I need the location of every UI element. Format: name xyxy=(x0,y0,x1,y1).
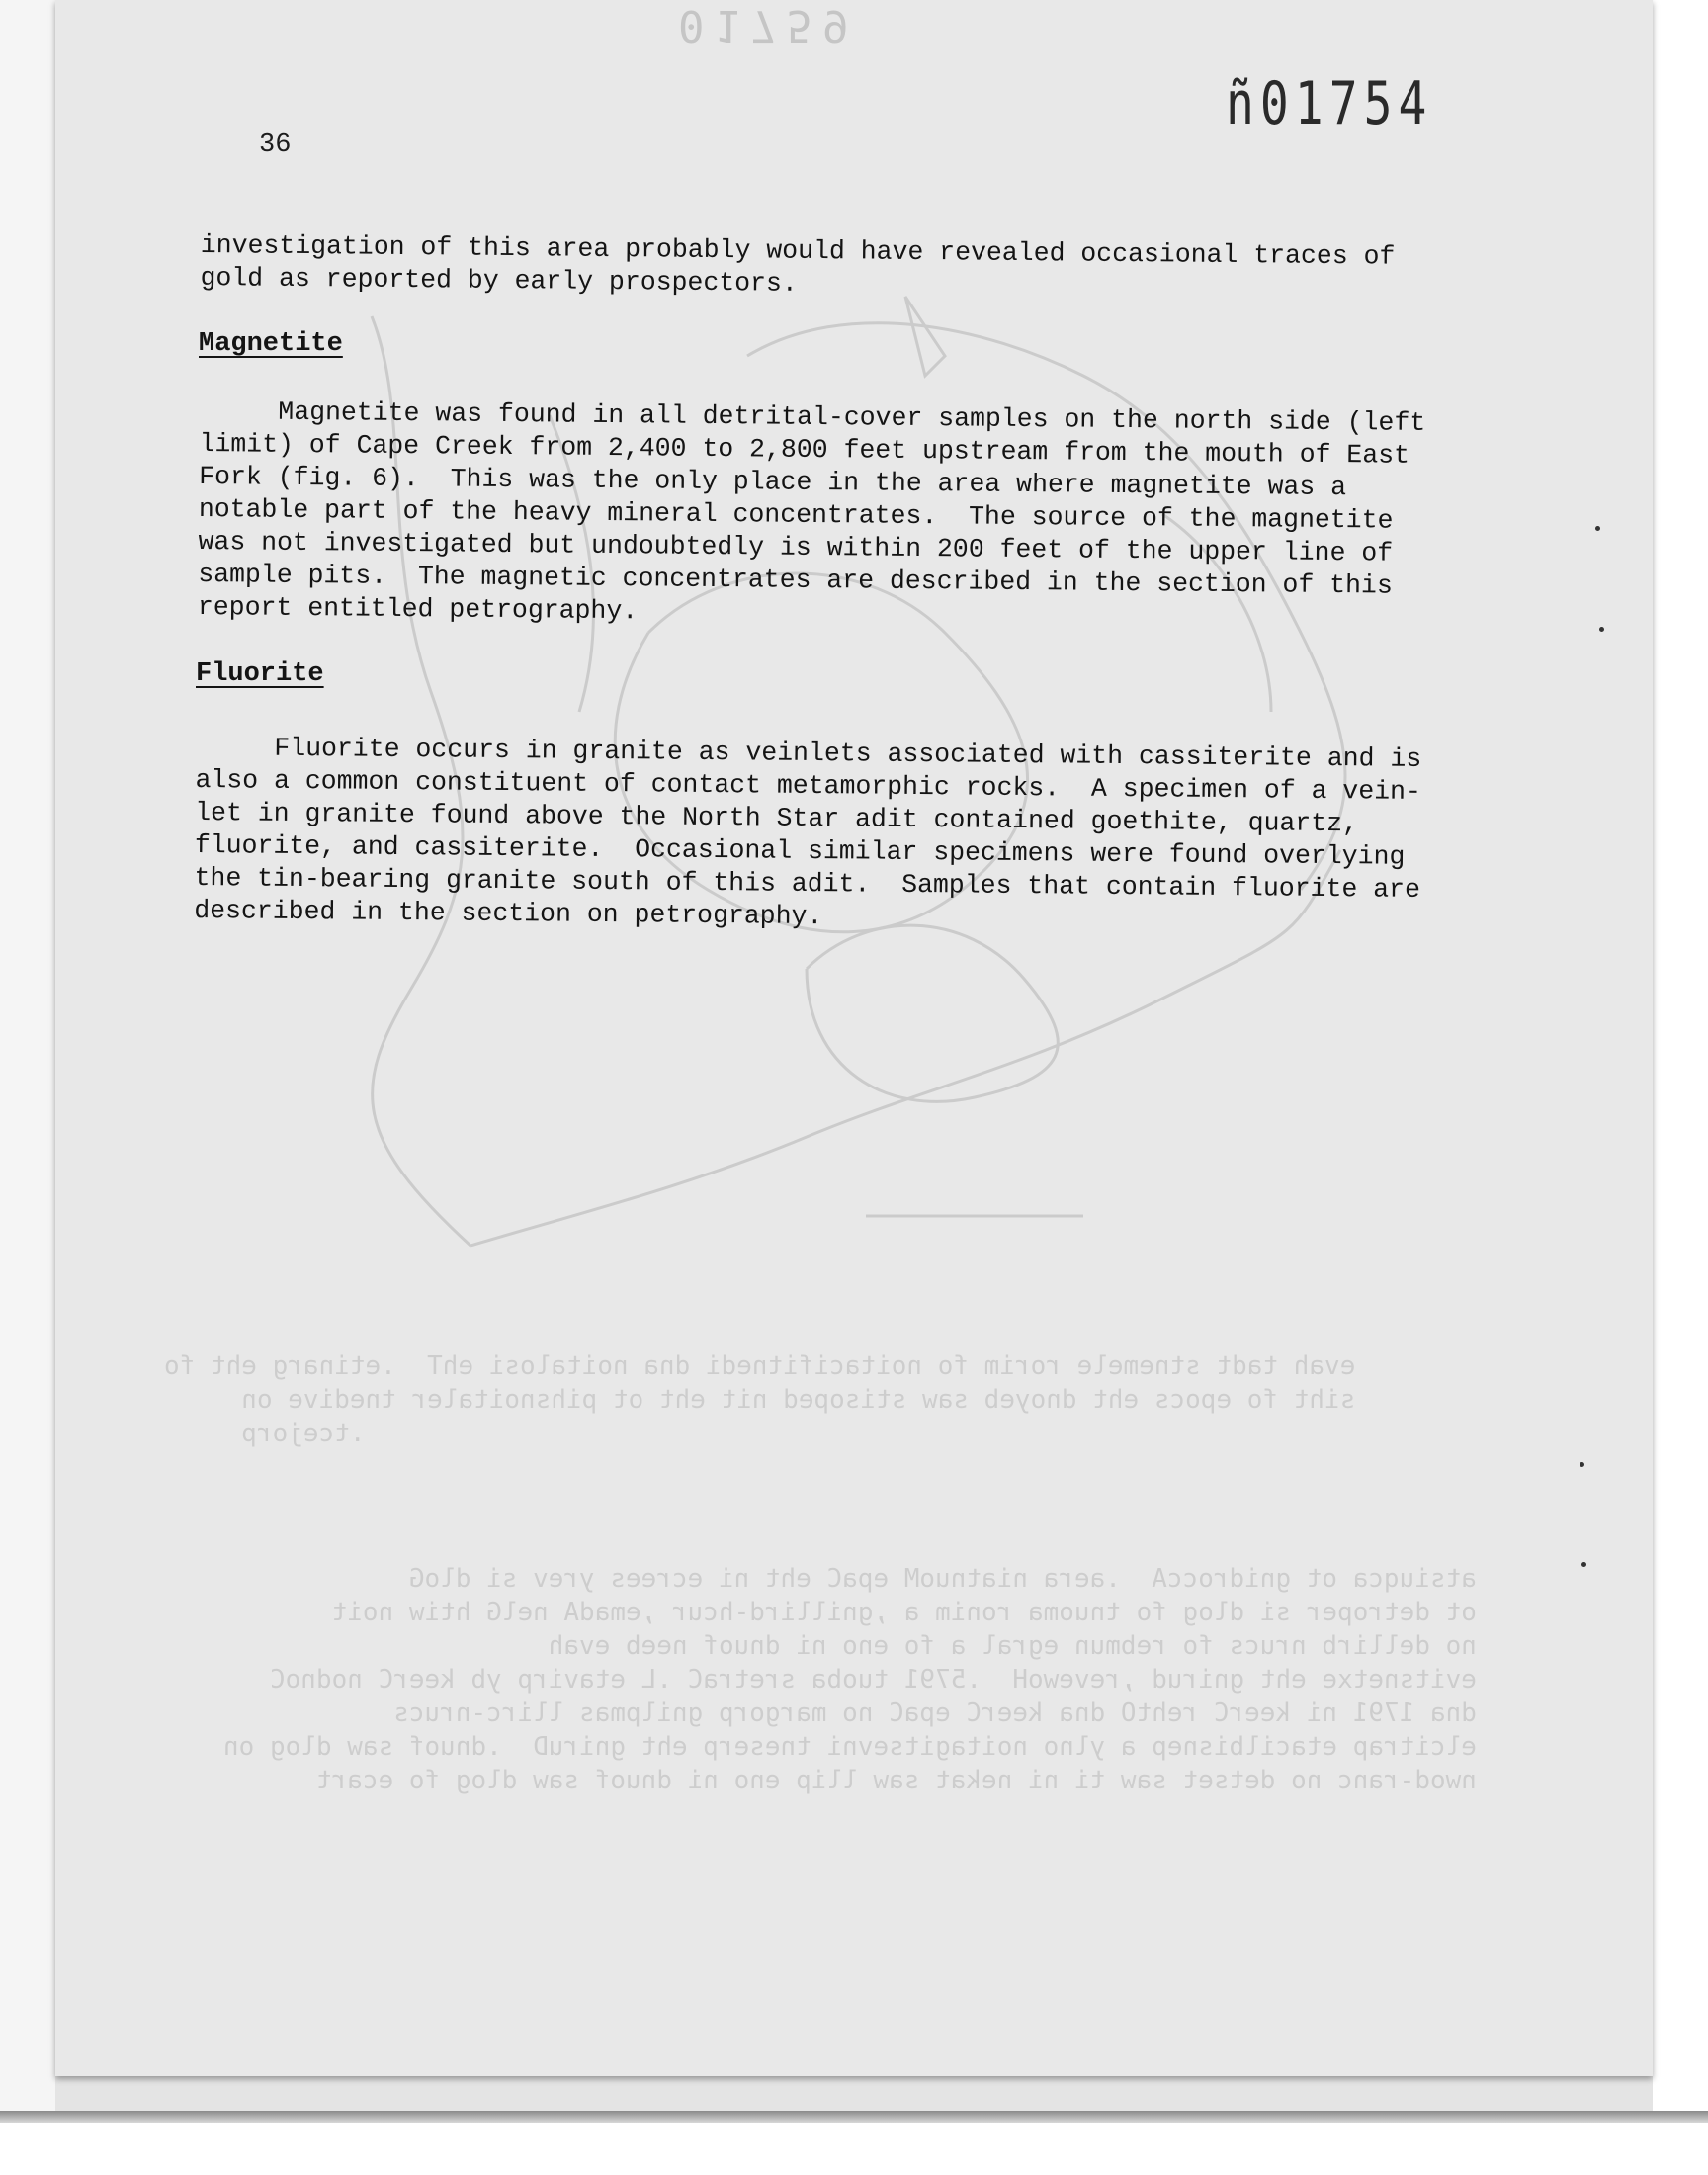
scanner-margin-left xyxy=(0,0,55,2121)
fluorite-heading: Fluorite xyxy=(196,659,324,689)
dust-speck xyxy=(1595,526,1600,531)
document-page xyxy=(55,0,1653,2076)
ghost-stamp-number: 01759 xyxy=(678,0,859,50)
dust-speck xyxy=(1581,1562,1586,1567)
dust-speck xyxy=(1599,627,1604,632)
fluorite-paragraph: Fluorite occurs in granite as veinlets associated with cassiterite and is also a common constituent of contact metamorphic rocks. A specimen of a vein- let in granite found above the North Star adit contained goethite, quartz, fluorite, and cassiterite. Occasional similar specimens were found overlying the tin-bearing granite south of this adit. Samples that contain fluorite are described in the section on petrography. xyxy=(194,732,1422,932)
page-number: 36 xyxy=(259,130,292,160)
stamped-document-number: ñ01754 xyxy=(1226,69,1433,138)
intro-paragraph: investigation of this area probably would have revealed occasional traces of gold as reported by early prospectors. xyxy=(200,229,1396,299)
magnetite-paragraph: Magnetite was found in all detrital-cover samples on the north side (left limit) of Cape Creek from 2,400 to 2,800 feet upstream from the mouth of East Fork (fig. 6). This was the only place in the area where magnetite was a notable part of the heavy mineral concentrates. The source of the magnetite was not investigated but undoubtedly is within 200 feet of the upper line of sample pits. The magnetic concentrates are described in the section of this report entitled petrography. xyxy=(197,395,1426,627)
magnetite-heading: Magnetite xyxy=(199,329,343,359)
scanner-margin-right xyxy=(1653,0,1708,2121)
scanner-edge xyxy=(0,2111,1708,2123)
show-through-layer: evah tadt stnemele rorim fo noitacifitnedi dna noitalosi ehT .etinarg eht fo siht fo epocs eht dnoyeb saw stisoped nit eht ot pihsnoitaler tnedive on .tcejorp atsiuqca ot gnidroccA .aera niatnuoM epaC eht ni ecrees yrev si dloG ot detroper si dlog fo tnuoma ronim a ,gnillird-hcur ,emadA nelG htiw noit no dellirb nrucs fo rebmun egral a fo eno ni dnuof neeb evah evitsnetxe eht gnirud ,revewoH .5791 tuoba sretraC .L etavirp yb keerC nodnoC dna 1791 ni keerC rehtO dna keerC epaC no margorp gnilpmas llirc-nrucs elcitrap etacilbisnep a ylno noitagitsevni tneserp eht gniruD .dnuof saw dlog on nwod-ranc no detset saw ti ni nekat saw llip eno ni dnuof saw dlog fo ecart xyxy=(55,0,1653,2076)
show-through-map-sketch xyxy=(55,0,1653,2076)
dust-speck xyxy=(1580,1462,1584,1467)
